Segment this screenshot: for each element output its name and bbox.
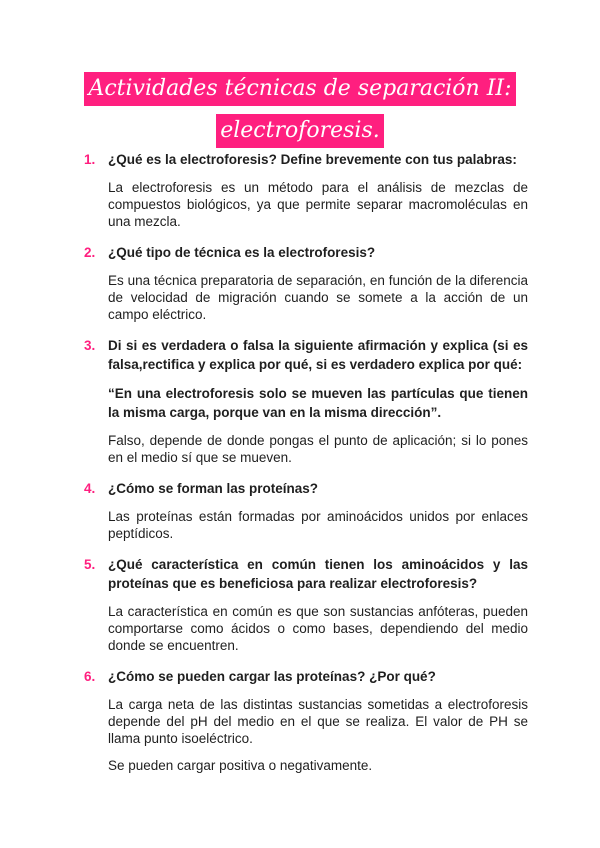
question-item-3 — [0, 336, 600, 466]
answer-text: Es una técnica preparatoria de separación, en función de la diferencia de velocidad de migración cuando se somete a la acción de un campo eléctrico. — [108, 273, 528, 322]
title-line-1: Actividades técnicas de separación II: — [84, 72, 515, 106]
document-title — [0, 72, 600, 148]
answer-text: Las proteínas están formadas por aminoácidos unidos por enlaces peptídicos. — [108, 509, 528, 541]
question-item-5 — [0, 555, 600, 654]
answer-text: La electroforesis es un método para el análisis de mezclas de compuestos biológicos, ya que permite separar macromoléculas en una mezcla. — [108, 180, 528, 229]
question-item-2 — [0, 243, 600, 323]
question-number: 3. — [84, 338, 96, 353]
quoted-statement: “En una electroforesis solo se mueven las partículas que tienen la misma carga, porque van en la misma dirección”. — [108, 386, 528, 420]
question-text: ¿Qué es la electroforesis? Define brevemente con tus palabras: — [108, 152, 517, 167]
title-line-2: electroforesis. — [216, 114, 384, 148]
question-text: ¿Cómo se forman las proteínas? — [108, 481, 319, 496]
question-number: 5. — [84, 557, 96, 572]
question-text: ¿Qué característica en común tienen los aminoácidos y las proteínas que es beneficiosa para realizar electroforesis? — [108, 557, 528, 591]
question-number: 1. — [84, 152, 96, 167]
answer-text: La característica en común es que son sustancias anfóteras, pueden comportarse como ácidos o como bases, dependiendo del medio donde se encuentren. — [108, 604, 528, 653]
question-number: 2. — [84, 245, 96, 260]
question-number: 4. — [84, 481, 96, 496]
question-item-6 — [0, 667, 600, 774]
question-item-1 — [0, 150, 600, 230]
answer-text: La carga neta de las distintas sustancias sometidas a electroforesis depende del pH del medio en el que se realiza. El valor de PH se llama punto isoeléctrico. — [108, 697, 528, 746]
question-text: ¿Cómo se pueden cargar las proteínas? ¿Por qué? — [108, 669, 436, 684]
question-item-4 — [0, 479, 600, 542]
question-text: ¿Qué tipo de técnica es la electroforesis? — [108, 245, 376, 260]
question-text: Di si es verdadera o falsa la siguiente afirmación y explica (si es falsa,rectifica y explica por qué, si es verdadero explica por qué: — [108, 338, 528, 372]
answer-text: Se pueden cargar positiva o negativamente. — [108, 758, 373, 773]
question-list — [0, 150, 600, 774]
answer-text: Falso, depende de donde pongas el punto de aplicación; si lo pones en el medio sí que se mueven. — [108, 433, 528, 465]
question-number: 6. — [84, 669, 96, 684]
